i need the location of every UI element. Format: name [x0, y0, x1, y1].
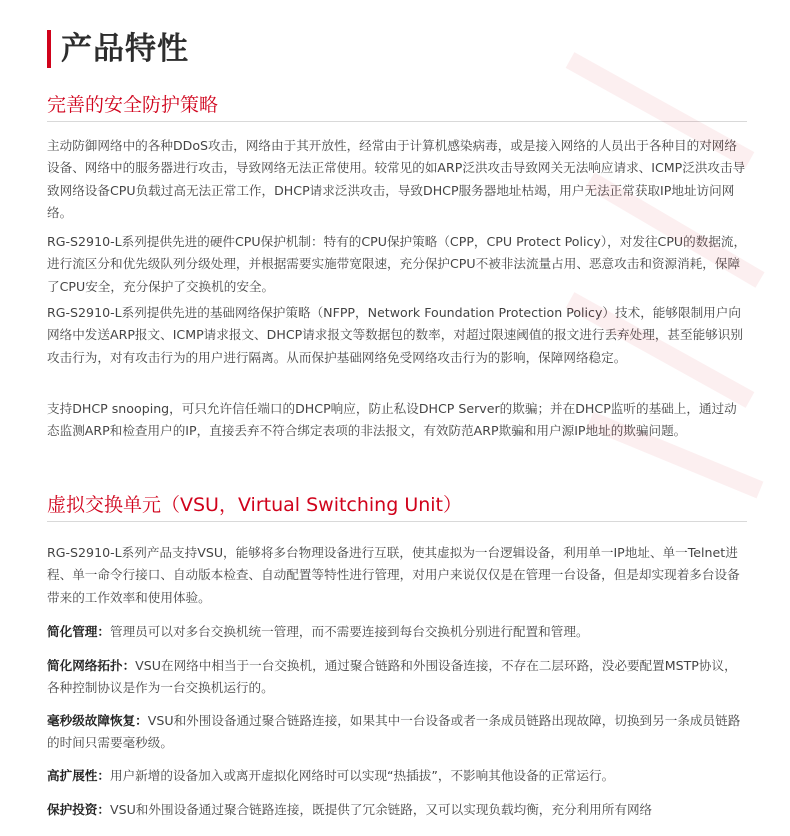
feature-text: VSU在网络中相当于一台交换机，通过聚合链路和外围设备连接，不存在二层环路，没必要配置MSTP协议，各种控制协议是作为一台交换机运行的。 — [47, 658, 737, 696]
feature-label: 高扩展性： — [47, 768, 110, 783]
security-paragraph-nfpp: RG-S2910-L系列提供先进的基础网络保护策略（NFPP，Network Foundation Protection Policy）技术，能够限制用户向网络中发送ARP报文、ICMP请求报文、DHCP请求报文等数据包的数率，对超过限速阈值的报文进行丢弃处理，甚至能够识别攻击行为，对有攻击行为的用户进行隔离。从而保护基础网络免受网络攻击行为的影响，保障网络稳定。 — [47, 305, 743, 365]
section-title-vsu: 虚拟交换单元（VSU，Virtual Switching Unit） — [47, 494, 463, 516]
section-divider — [47, 121, 747, 122]
section-heading-vsu — [47, 492, 747, 518]
feature-label: 毫秒级故障恢复： — [47, 713, 148, 728]
security-paragraph-ddos: 主动防御网络中的各种DDoS攻击，网络由于其开放性，经常由于计算机感染病毒，或是接入网络的人员出于各种目的对网络设备、网络中的服务器进行攻击，导致网络无法正常使用。较常见的如ARP泛洪攻击导致网关无法响应请求、ICMP泛洪攻击导致网络设备CPU负载过高无法正常工作，DHCP请求泛洪攻击，导致DHCP服务器地址枯竭，用户无法正常获取IP地址访问网络。 — [47, 138, 746, 221]
section-divider — [47, 521, 747, 522]
feature-label: 简化网络拓扑： — [47, 658, 136, 673]
vsu-feature-fast-recovery — [47, 710, 747, 755]
security-paragraph-dhcp: 支持DHCP snooping，可只允许信任端口的DHCP响应，防止私设DHCP Server的欺骗；并在DHCP监听的基础上，通过动态监测ARP和检查用户的IP，直接丢弃不符合绑定表项的非法报文，有效防范ARP欺骗和用户源IP地址的欺骗问题。 — [47, 401, 737, 439]
vsu-feature-simplified-topology — [47, 655, 747, 700]
page-title: 产品特性 — [61, 31, 189, 67]
vsu-intro-paragraph: RG-S2910-L系列产品支持VSU，能够将多台物理设备进行互联，使其虚拟为一台逻辑设备，利用单一IP地址、单一Telnet进程、单一命令行接口、自动版本检查、自动配置等特性进行管理，对用户来说仅仅是在管理一台设备，但是却实现着多台设备带来的工作效率和使用体验。 — [47, 545, 740, 605]
vsu-feature-simplified-management — [47, 621, 747, 643]
feature-text: VSU和外围设备通过聚合链路连接，既提供了冗余链路，又可以实现负载均衡，充分利用所有网络 — [109, 802, 653, 817]
vsu-feature-scalability — [47, 765, 747, 787]
feature-text: 用户新增的设备加入或离开虚拟化网络时可以实现“热插拔”，不影响其他设备的正常运行。 — [109, 768, 615, 783]
vsu-feature-investment-protection — [47, 799, 747, 821]
feature-label: 保护投资： — [47, 802, 110, 817]
feature-text: VSU和外围设备通过聚合链路连接，如果其中一台设备或者一条成员链路出现故障，切换到另一条成员链路的时间只需要毫秒级。 — [47, 713, 741, 751]
feature-label: 简化管理： — [47, 624, 110, 639]
security-paragraph-cpp: RG-S2910-L系列提供先进的硬件CPU保护机制：特有的CPU保护策略（CPP，CPU Protect Policy），对发往CPU的数据流，进行流区分和优先级队列分级处理，并根据需要实施带宽限速，充分保护CPU不被非法流量占用、恶意攻击和资源消耗，保障了CPU安全，充分保护了交换机的安全。 — [47, 234, 747, 294]
section-title-security: 完善的安全防护策略 — [47, 94, 219, 116]
section-heading-security — [47, 92, 747, 118]
feature-text: 管理员可以对多台交换机统一管理，而不需要连接到每台交换机分别进行配置和管理。 — [109, 624, 589, 639]
page-title-block — [47, 26, 189, 72]
title-accent-bar — [47, 30, 51, 68]
